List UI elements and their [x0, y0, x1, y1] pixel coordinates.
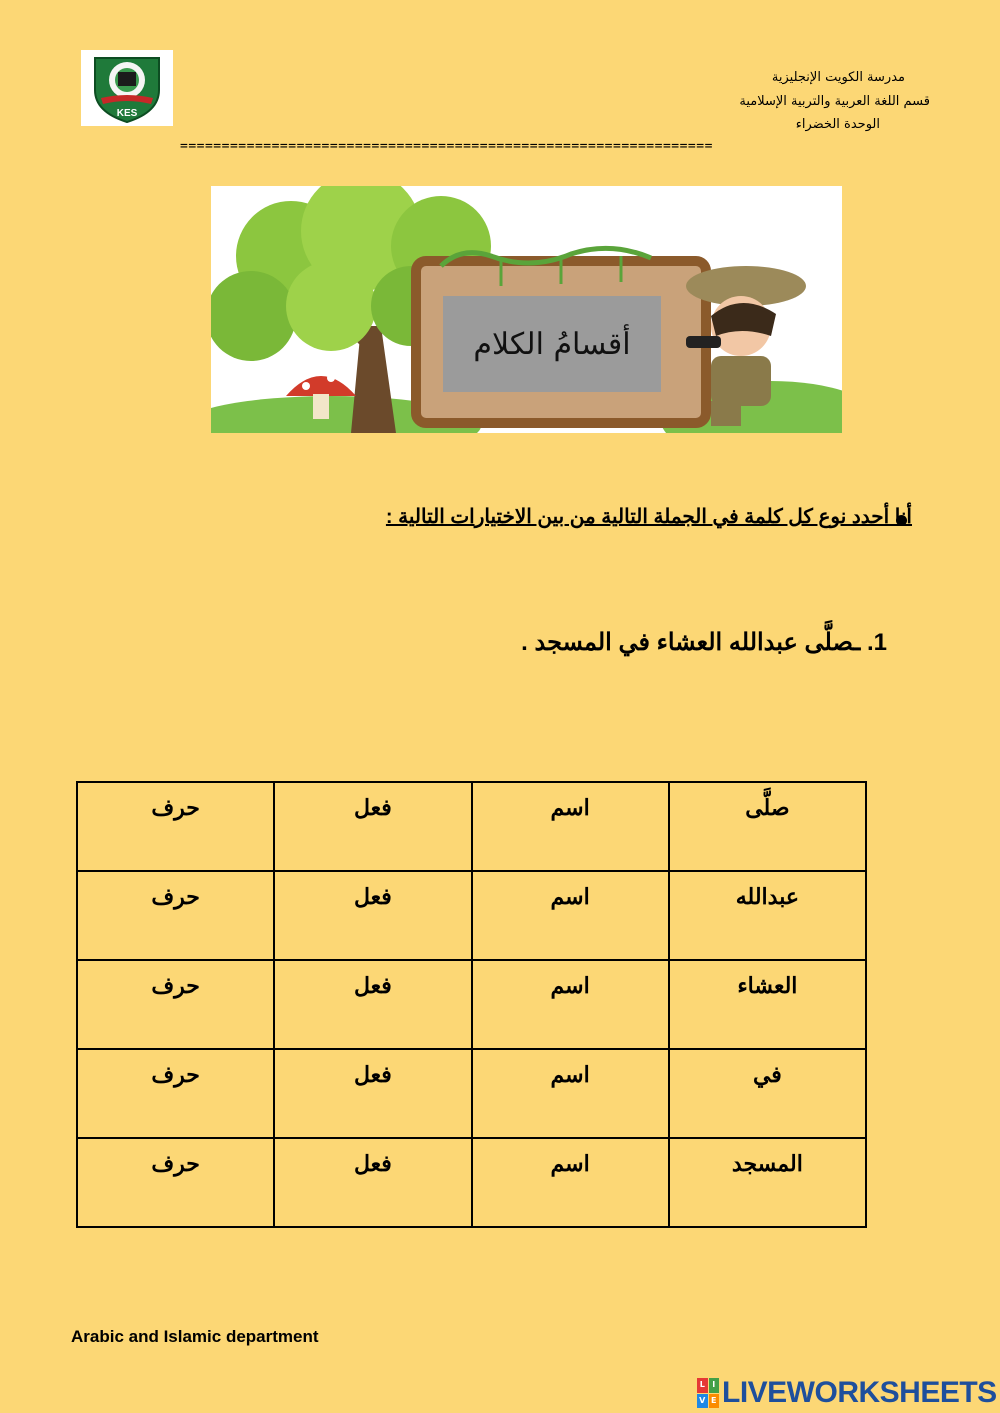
- mark-letter: L: [697, 1378, 708, 1393]
- mark-letter: I: [709, 1378, 720, 1393]
- mark-letter: V: [697, 1394, 708, 1409]
- table-row: [77, 960, 866, 1049]
- footer-text: Arabic and Islamic department: [71, 1327, 319, 1346]
- option-particle[interactable]: حرف: [77, 1049, 274, 1138]
- school-name: مدرسة الكويت الإنجليزية: [771, 70, 905, 85]
- liveworksheets-logo[interactable]: [697, 1376, 997, 1410]
- department-name: قسم اللغة العربية والتربية الإسلامية: [739, 94, 930, 109]
- option-verb[interactable]: فعل: [274, 782, 471, 871]
- word-cell: المسجد: [669, 1138, 866, 1227]
- option-verb[interactable]: فعل: [274, 1138, 471, 1227]
- option-particle[interactable]: حرف: [77, 782, 274, 871]
- school-logo: [81, 50, 173, 126]
- option-verb[interactable]: فعل: [274, 871, 471, 960]
- option-verb[interactable]: فعل: [274, 1049, 471, 1138]
- liveworksheets-mark-icon: [697, 1378, 719, 1408]
- option-noun[interactable]: اسم: [472, 1138, 669, 1227]
- option-verb[interactable]: فعل: [274, 960, 471, 1049]
- table-row: [77, 782, 866, 871]
- instruction-text: أنا أحدد نوع كل كلمة في الجملة التالية من بين الاختيارات التالية :: [385, 506, 912, 528]
- table-row: [77, 1138, 866, 1227]
- option-noun[interactable]: اسم: [472, 1049, 669, 1138]
- word-cell: صلَّى: [669, 782, 866, 871]
- word-cell: العشاء: [669, 960, 866, 1049]
- option-noun[interactable]: اسم: [472, 782, 669, 871]
- option-particle[interactable]: حرف: [77, 1138, 274, 1227]
- option-particle[interactable]: حرف: [77, 871, 274, 960]
- mark-letter: E: [709, 1394, 720, 1409]
- question-sentence: 1. ـصلَّى عبدالله العشاء في المسجد .: [521, 629, 887, 656]
- option-noun[interactable]: اسم: [472, 871, 669, 960]
- unit-name: الوحدة الخضراء: [795, 117, 880, 132]
- banner-image: [211, 186, 842, 433]
- option-noun[interactable]: اسم: [472, 960, 669, 1049]
- table-row: [77, 1049, 866, 1138]
- liveworksheets-wordmark: LIVEWORKSHEETS: [722, 1376, 997, 1409]
- table-row: [77, 871, 866, 960]
- word-cell: في: [669, 1049, 866, 1138]
- word-type-table: [76, 781, 867, 1228]
- option-particle[interactable]: حرف: [77, 960, 274, 1049]
- logo-text: KES: [116, 108, 138, 119]
- word-cell: عبدالله: [669, 871, 866, 960]
- header-divider: ================================================================: [180, 139, 713, 154]
- banner-title: أقسامُ الكلام: [443, 296, 661, 392]
